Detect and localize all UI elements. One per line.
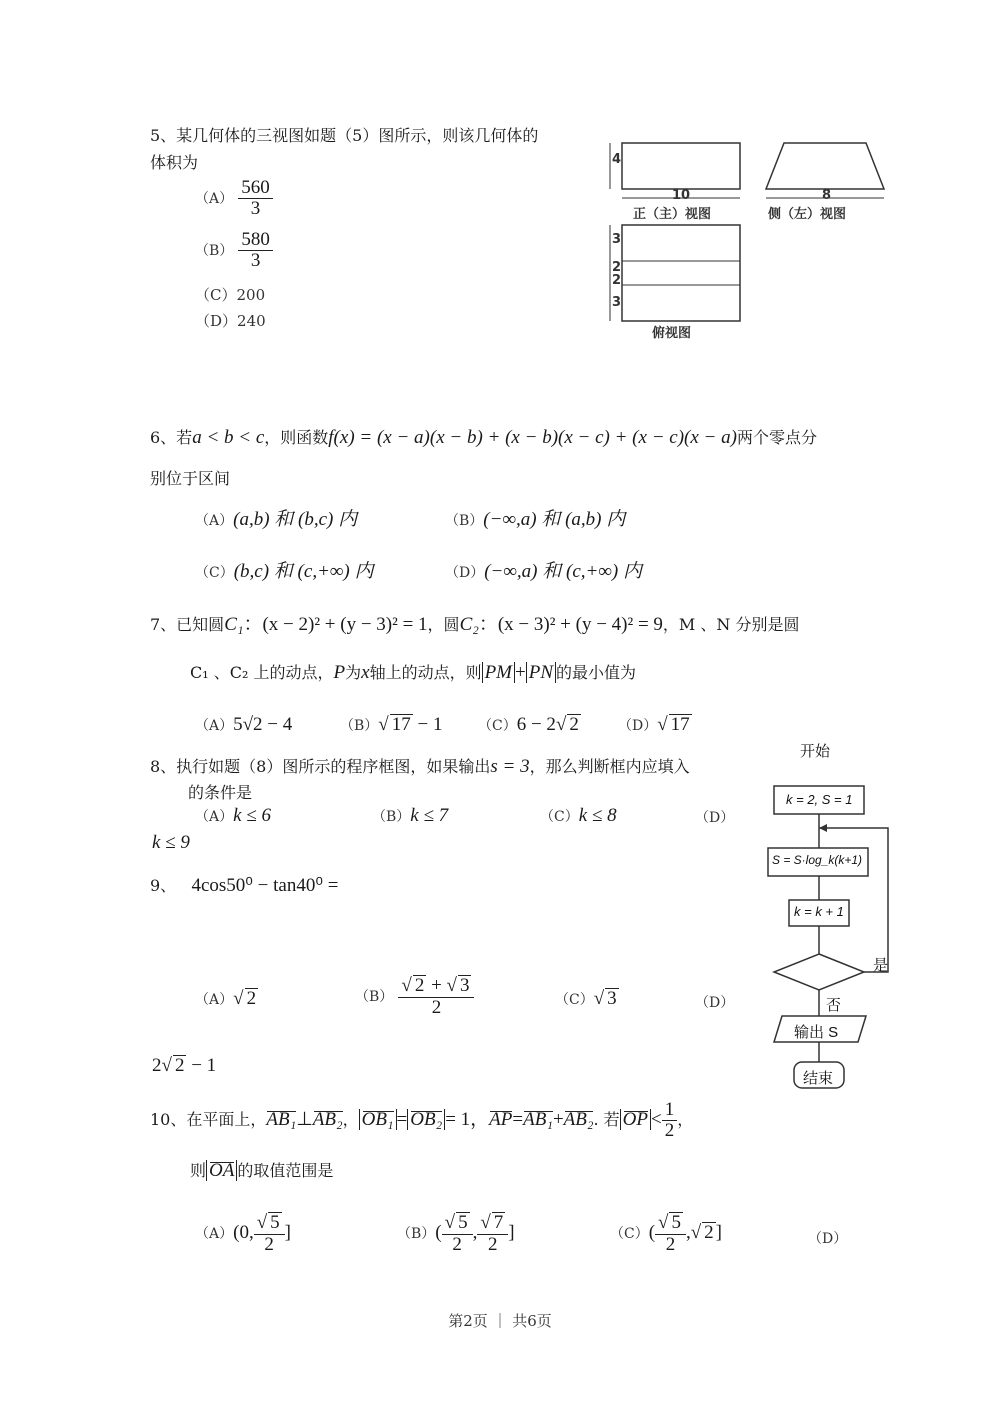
q7-a-label: （A） xyxy=(195,718,234,734)
q10-b-num2: 7 xyxy=(493,1212,504,1233)
q10-c-den: 2 xyxy=(665,1233,676,1255)
q9-d-rad: 2 xyxy=(174,1055,185,1076)
q10-b-numerator1: √ 5 xyxy=(442,1212,473,1235)
q10-a-label: （A） xyxy=(195,1225,234,1242)
q10-c-mid: , xyxy=(685,1221,691,1243)
q6-option-d xyxy=(445,556,642,583)
q7-c-pre: 6 − 2 xyxy=(516,714,556,735)
q9-b-numerator: √ 2 + √ 3 xyxy=(398,975,474,998)
q10-b-numerator2: √ 7 xyxy=(477,1212,508,1235)
q7-c1: C₁ xyxy=(224,614,244,635)
q6-suffix: 两个零点分 xyxy=(736,428,817,447)
q7-plus: + xyxy=(515,662,526,683)
q5-option-a xyxy=(195,178,273,219)
q6-prefix: 6、若 xyxy=(150,428,193,447)
flow-update-s-text: S = S·log_k(k+1) xyxy=(772,853,863,867)
q10-a-fraction xyxy=(254,1212,285,1255)
q7-line2-f: 的最小值为 xyxy=(556,663,637,682)
three-view-figure xyxy=(598,135,898,340)
q9-expr: 4cos50⁰ − tan40⁰ = xyxy=(191,875,339,896)
q7-stem-line2 xyxy=(190,660,636,684)
q10-line2-b: 的取值范围是 xyxy=(237,1161,334,1180)
q5-b-num: 580 xyxy=(238,230,273,251)
q9-c-label: （C） xyxy=(555,992,594,1008)
q6-c-label: （C） xyxy=(195,565,234,581)
q7-prefix: 7、已知圆 xyxy=(150,615,225,634)
q9-b-fraction xyxy=(398,975,474,1018)
top-caption: 俯视图 xyxy=(652,326,692,341)
q7-pm-abs: PM xyxy=(482,662,515,683)
q7-d-label: （D） xyxy=(618,718,658,734)
q7-line2-c: 为 xyxy=(345,663,362,682)
q10-b-fraction1 xyxy=(442,1212,473,1255)
q5-a-den: 3 xyxy=(250,197,261,219)
q7-line2-e: 轴上的动点，则 xyxy=(369,663,482,682)
q7-option-b xyxy=(340,714,442,736)
q7-b-label: （B） xyxy=(340,718,379,734)
q10-d-label: （D） xyxy=(808,1231,848,1247)
q9-b-label: （B） xyxy=(355,988,394,1005)
q10-ob2-abs xyxy=(407,1109,445,1130)
q9-a-label: （A） xyxy=(195,992,234,1008)
q9-d-label: （D） xyxy=(695,995,735,1011)
q10-b-label: （B） xyxy=(397,1225,436,1242)
q6-func: f(x) = (x − a)(x − b) + (x − b)(x − c) + (x − c)(x − a) xyxy=(328,427,737,448)
q7-c-radical: √ 2 xyxy=(555,714,579,735)
q7-c-rad: 2 xyxy=(569,714,579,735)
q7-pn-abs: PN xyxy=(526,662,556,683)
q10-c-fraction xyxy=(655,1212,686,1255)
flow-start-label: 开始 xyxy=(800,743,831,760)
q6-a-text: (a,b) 和 (b,c) 内 xyxy=(233,509,358,530)
q10-half xyxy=(662,1100,678,1141)
q5-a-fraction xyxy=(238,178,273,219)
q10-perp: ⊥ xyxy=(296,1108,313,1130)
q10-a-den: 2 xyxy=(264,1233,274,1255)
q9-b-num-a: 2 xyxy=(414,975,425,996)
q9-d-radical: √ 2 xyxy=(161,1055,185,1076)
q9-stem xyxy=(150,873,338,897)
q9-b-num-b: 3 xyxy=(459,975,470,996)
q6-option-b xyxy=(445,504,625,531)
q10-oa-abs xyxy=(206,1160,237,1181)
q10-c-post: ] xyxy=(715,1221,722,1243)
q9-c-rad: 3 xyxy=(607,988,617,1009)
q5-a-label: （A） xyxy=(195,190,234,207)
q7-d-rad: 17 xyxy=(670,714,690,735)
q9-option-c xyxy=(555,988,619,1010)
q10-stem xyxy=(150,1100,693,1141)
flow-update-k-text: k = k + 1 xyxy=(794,904,844,919)
q8-c-label: （C） xyxy=(540,809,579,825)
q10-c-label: （C） xyxy=(610,1225,649,1242)
q7-stem xyxy=(150,609,799,636)
q10-num: 10、在平面上， xyxy=(150,1109,267,1129)
q10-op-abs xyxy=(620,1109,651,1130)
q10-ab2b: AB₂ xyxy=(563,1108,594,1130)
q9-num: 9、 xyxy=(150,876,177,895)
flow-no-label: 否 xyxy=(826,997,842,1014)
q7-line2-x: x xyxy=(361,662,370,683)
q5-a-num: 560 xyxy=(238,178,273,199)
q10-half-num: 1 xyxy=(662,1100,678,1121)
q8-option-c xyxy=(540,805,617,827)
q5-option-c: （C）200 xyxy=(195,286,266,304)
q10-b-den2: 2 xyxy=(488,1233,498,1255)
q6-option-c xyxy=(195,556,374,583)
front-view-rect xyxy=(622,143,740,189)
front-caption: 正（主）视图 xyxy=(633,207,712,222)
q10-op: OP xyxy=(622,1108,648,1130)
q5-stem-line2: 体积为 xyxy=(150,153,199,172)
q10-comma: ， xyxy=(342,1109,359,1129)
top-dim-2: 2 xyxy=(612,260,622,275)
q10-b-pre: ( xyxy=(435,1221,442,1243)
q7-a-text: 5√2 − 4 xyxy=(233,714,293,735)
q7-line2-p: P xyxy=(333,662,346,683)
front-height-label: 4 xyxy=(612,152,622,167)
q6-d-text: (−∞,a) 和 (c,+∞) 内 xyxy=(484,561,642,582)
q8-c-text: k ≤ 8 xyxy=(578,805,617,826)
top-dim-4: 3 xyxy=(612,295,622,310)
q9-d-post: − 1 xyxy=(186,1055,217,1076)
q6-d-label: （D） xyxy=(445,565,485,581)
flow-yes-label: 是 xyxy=(873,957,889,974)
q10-c-pre: ( xyxy=(648,1221,656,1243)
side-view-trapezoid xyxy=(766,143,884,189)
q7-option-a xyxy=(195,714,292,736)
top-view-rect xyxy=(622,225,740,321)
q8-d-text: k ≤ 9 xyxy=(152,832,190,853)
q7-mid: ，圆 xyxy=(427,615,460,634)
q5-b-label: （B） xyxy=(195,242,234,259)
q8-b-text: k ≤ 7 xyxy=(410,805,449,826)
top-dim-1: 3 xyxy=(612,232,622,247)
q5-b-fraction xyxy=(238,230,273,271)
q7-eq2: ：(x − 3)² + (y − 4)² = 9 xyxy=(478,614,663,635)
q6-b-label: （B） xyxy=(445,513,484,529)
q7-line2-a: C₁ 、C₂ 上的动点， xyxy=(190,663,334,682)
q8-option-b xyxy=(372,805,448,827)
q7-c2: C₂ xyxy=(459,614,479,635)
front-width-label: 10 xyxy=(672,188,691,203)
q10-ob1: OB₁ xyxy=(361,1108,394,1130)
q10-a-pre: (0, xyxy=(233,1221,254,1243)
side-caption: 侧（左）视图 xyxy=(768,207,847,222)
q10-ab1b: AB₁ xyxy=(523,1108,553,1130)
q6-cond: a < b < c xyxy=(192,427,265,448)
q7-option-d xyxy=(618,714,692,736)
q9-c-radical: √ 3 xyxy=(593,988,617,1009)
top-dim-3: 2 xyxy=(612,273,622,288)
q10-ob2: OB₂ xyxy=(410,1108,443,1130)
flow-init-text: k = 2, S = 1 xyxy=(786,792,853,807)
q10-c-radical: √ 2 xyxy=(690,1221,714,1243)
q8-stem-a: 8、执行如题（8）图所示的程序框图，如果输出 xyxy=(150,757,491,776)
q10-b-den1: 2 xyxy=(452,1233,462,1255)
q8-stem-c: ，那么判断框内应填入 xyxy=(529,757,690,776)
q9-d-pre: 2 xyxy=(152,1055,162,1076)
q8-d-label: （D） xyxy=(695,810,735,826)
q8-stem xyxy=(150,754,690,778)
flow-decision-diamond xyxy=(774,954,864,990)
q9-option-a xyxy=(195,988,258,1010)
side-width-label: 8 xyxy=(822,188,832,203)
q9-d-text xyxy=(152,1055,216,1077)
q8-option-a xyxy=(195,805,271,827)
q7-option-c xyxy=(478,714,581,736)
q9-a-radical: √ 2 xyxy=(233,988,257,1009)
q10-c-rad: 2 xyxy=(704,1221,714,1243)
q7-suffix: ，M 、N 分别是圆 xyxy=(662,615,800,634)
q10-ap-eq: = xyxy=(512,1108,524,1130)
q7-b-rad: 17 xyxy=(391,714,411,735)
flow-loop-arrowhead xyxy=(819,824,827,832)
q8-stem-b: s = 3 xyxy=(490,756,530,777)
q10-ab2: AB₂ xyxy=(312,1108,343,1130)
q6-a-label: （A） xyxy=(195,513,234,529)
q10-b-num1: 5 xyxy=(458,1212,468,1233)
q10-a-numerator: √ 5 xyxy=(254,1212,285,1235)
q10-end: ， xyxy=(677,1109,694,1129)
q5-option-d: （D）240 xyxy=(195,312,266,330)
q8-stem-line2: 的条件是 xyxy=(188,783,253,802)
q10-b-fraction2 xyxy=(477,1212,508,1255)
q10-if: . 若 xyxy=(593,1109,620,1129)
q10-option-b: （B）( $\frac{√ 5}{2}$ , $\frac{√ 7}{2}$ ] xyxy=(397,1212,515,1255)
q10-eq1: = 1， xyxy=(445,1108,490,1130)
q10-option-c xyxy=(610,1212,722,1255)
flow-end-text: 结束 xyxy=(803,1070,834,1087)
q10-c-num: 5 xyxy=(671,1212,681,1233)
q10-oa: OA xyxy=(209,1160,235,1181)
q9-option-b xyxy=(355,975,474,1018)
q9-b-den: 2 xyxy=(431,996,442,1018)
q9-a-rad: 2 xyxy=(246,988,257,1009)
q10-line2-a: 则 xyxy=(190,1161,207,1180)
q7-eq1: ：(x − 2)² + (y − 3)² = 1 xyxy=(243,614,428,635)
q10-b-post: ] xyxy=(508,1221,515,1243)
q10-c-numerator: √ 5 xyxy=(655,1212,686,1235)
q6-option-a xyxy=(195,504,357,531)
page-footer: 第2页 ｜ 共6页 xyxy=(448,1312,552,1330)
q10-a-post: ] xyxy=(284,1221,291,1243)
q7-c-label: （C） xyxy=(478,718,517,734)
q10-stem-line2 xyxy=(190,1158,333,1182)
q10-a-num: 5 xyxy=(270,1212,280,1233)
q10-lt: < xyxy=(651,1108,662,1130)
q10-ap: AP xyxy=(489,1108,513,1130)
q8-a-label: （A） xyxy=(195,809,234,825)
q6-c-text: (b,c) 和 (c,+∞) 内 xyxy=(233,561,374,582)
q7-d-radical: √ 17 xyxy=(657,714,690,735)
q10-eq: = xyxy=(396,1108,408,1130)
q8-b-label: （B） xyxy=(372,809,411,825)
q10-ob1-abs xyxy=(359,1109,397,1130)
q6-stem xyxy=(150,425,817,449)
q10-ab1: AB₁ xyxy=(266,1108,297,1130)
q6-stem-line2: 别位于区间 xyxy=(150,469,231,488)
q10-half-den: 2 xyxy=(664,1119,675,1141)
q6-mid: ，则函数 xyxy=(264,428,329,447)
flow-output-text: 输出 S xyxy=(794,1024,839,1041)
q6-b-text: (−∞,a) 和 (a,b) 内 xyxy=(483,509,626,530)
q5-b-den: 3 xyxy=(250,249,261,271)
q8-a-text: k ≤ 6 xyxy=(233,805,271,826)
q5-stem-line1: 5、某几何体的三视图如题（5）图所示，则该几何体的 xyxy=(150,126,539,145)
q10-option-a xyxy=(195,1212,291,1255)
q7-b-radical: √ 17 xyxy=(378,714,411,735)
q10-plus: + xyxy=(552,1108,564,1130)
q5-option-b xyxy=(195,230,273,271)
q7-b-rest: − 1 xyxy=(412,714,443,735)
